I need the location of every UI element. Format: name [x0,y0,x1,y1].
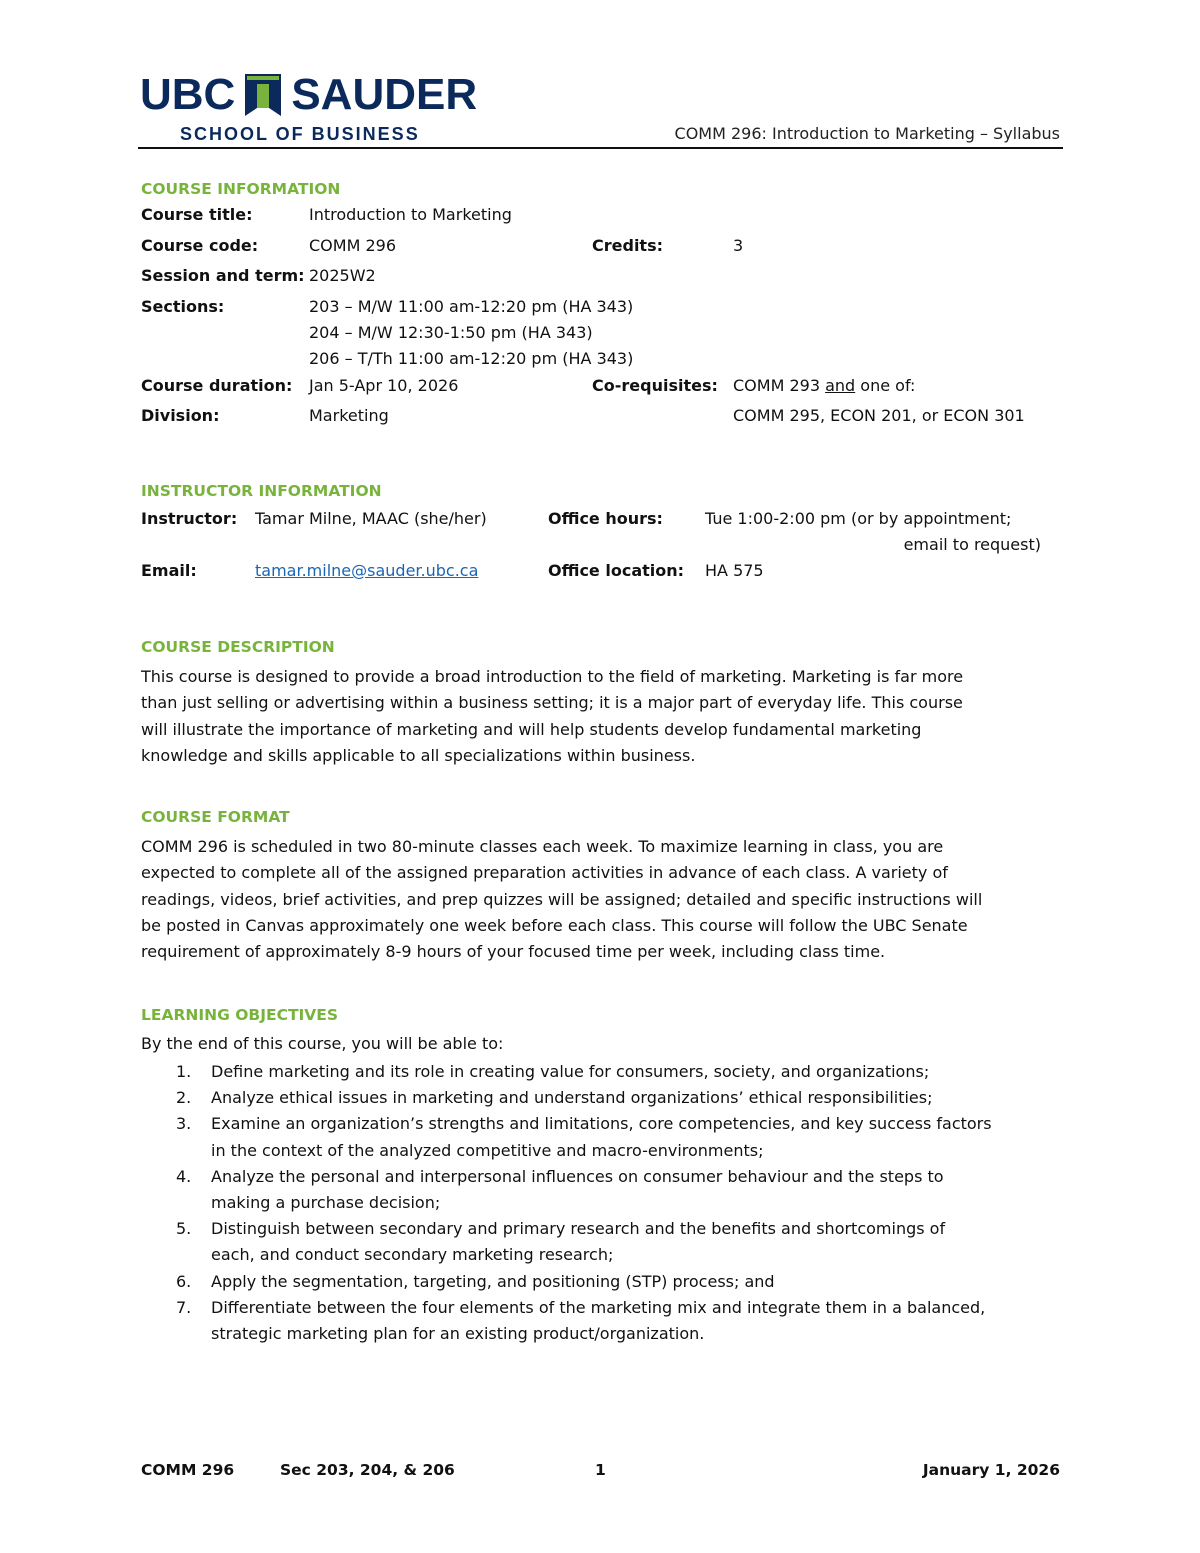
office-hours-value: Tue 1:00-2:00 pm (or by appointment; [705,509,1012,528]
division-label: Division: [141,406,220,425]
instructor-information-heading: INSTRUCTOR INFORMATION [141,482,382,500]
course-duration-value: Jan 5-Apr 10, 2026 [309,376,459,395]
email-label: Email: [141,561,197,580]
co-requisites-value: COMM 293 and one of: [733,376,916,395]
header-divider [138,147,1063,149]
learning-objectives-intro: By the end of this course, you will be able to: [141,1034,504,1053]
course-code-value: COMM 296 [309,236,396,255]
footer-date: January 1, 2026 [922,1461,1060,1479]
footer-sections: Sec 203, 204, & 206 [280,1461,455,1479]
credits-value: 3 [733,236,744,255]
list-item: 1. Define marketing and its role in creating value for consumers, society, and organizations; [176,1062,930,1081]
course-description-heading: COURSE DESCRIPTION [141,638,335,656]
logo-subtext: SCHOOL OF BUSINESS [180,124,420,144]
course-format-heading: COURSE FORMAT [141,808,290,826]
credits-label: Credits: [592,236,663,255]
course-title-label: Course title: [141,205,253,224]
learning-objectives-heading: LEARNING OBJECTIVES [141,1006,339,1024]
course-information-heading: COURSE INFORMATION [141,180,341,198]
session-label: Session and term: [141,266,305,285]
section-item: 203 – M/W 11:00 am-12:20 pm (HA 343) [309,297,634,316]
logo-text-ubc: UBC [140,70,236,119]
instructor-label: Instructor: [141,509,238,528]
co-requisites-label: Co-requisites: [592,376,718,395]
list-item: 3. Examine an organization’s strengths and limitations, core competencies, and key success factors in the context of the analyzed competitive and macro-environments; [176,1114,992,1160]
course-format-text: COMM 296 is scheduled in two 80-minute classes each week. To maximize learning in class, you are expected to complete all of the assigned preparation activities in advance of each class. A variety of readings, videos, brief activities, and prep quizzes will be assigned; detailed and specific instructions will be posted in Canvas approximately one week before each class. This course will follow the UBC Senate requirement of approximately 8-9 hours of your focused time per week, including class time. [141,837,983,962]
learning-objectives-list [141,1059,1071,1347]
ubc-sauder-logo [140,70,477,120]
list-item: 6. Apply the segmentation, targeting, and positioning (STP) process; and [176,1271,775,1291]
list-item: 7. Differentiate between the four elements of the marketing mix and integrate them in a balanced, strategic marketing plan for an existing product/organization. [176,1297,986,1344]
section-item: 204 – M/W 12:30-1:50 pm (HA 343) [309,323,593,342]
logo-text-sauder: SAUDER [291,70,478,119]
document-title: COMM 296: Introduction to Marketing – Syllabus [674,124,1060,143]
course-code-label: Course code: [141,236,259,255]
division-value: Marketing [309,406,389,425]
co-requisites-options: COMM 295, ECON 201, or ECON 301 [733,406,1025,425]
section-item: 206 – T/Th 11:00 am-12:20 pm (HA 343) [309,349,634,368]
footer-course: COMM 296 [141,1461,235,1479]
list-item: 4. Analyze the personal and interpersonal influences on consumer behaviour and the steps to making a purchase decision; [176,1166,944,1213]
sections-label: Sections: [141,297,225,316]
office-location-value: HA 575 [705,561,764,580]
office-hours-note: email to request) [903,535,1041,554]
course-description-text: This course is designed to provide a broad introduction to the field of marketing. Marketing is far more than just selling or advertising within a business setting; it is a major part of everyday life. This course will illustrate the importance of marketing and will help students develop fundamental marketing knowledge and skills applicable to all specializations within business. [141,667,964,765]
session-value: 2025W2 [309,266,376,285]
office-location-label: Office location: [548,561,685,580]
list-item: 2. Analyze ethical issues in marketing and understand organizations’ ethical responsibilities; [176,1088,933,1108]
course-duration-label: Course duration: [141,376,293,395]
office-hours-label: Office hours: [548,509,663,528]
instructor-value: Tamar Milne, MAAC (she/her) [255,509,487,528]
ubc-logo-mark-icon [241,72,285,118]
course-title-value: Introduction to Marketing [309,205,512,224]
instructor-email-link[interactable]: tamar.milne@sauder.ubc.ca [255,561,479,580]
footer-page-number: 1 [595,1461,606,1479]
list-item: 5. Distinguish between secondary and primary research and the benefits and shortcomings of each, and conduct secondary marketing research; [176,1219,946,1265]
